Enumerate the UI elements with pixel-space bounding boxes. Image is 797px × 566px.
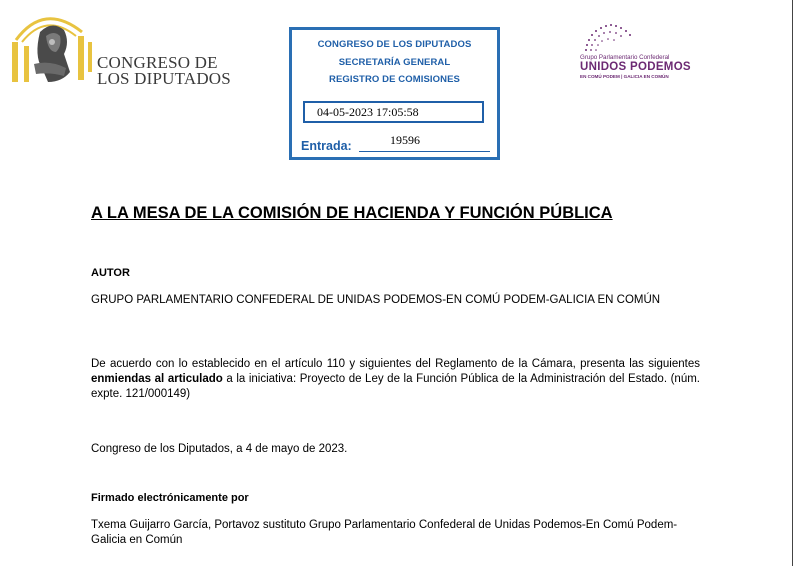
registration-stamp — [289, 27, 500, 160]
stamp-line-3: REGISTRO DE COMISIONES — [329, 74, 460, 85]
stamp-datetime: 04-05-2023 17:05:58 — [303, 101, 484, 123]
podemos-dotted-arc-icon — [580, 20, 640, 54]
paragraph-text-start: De acuerdo con lo establecido en el artículo 110 y siguientes del Reglamento de la Cámara, presenta las siguientes — [91, 358, 700, 370]
stamp-line-1: CONGRESO DE LOS DIPUTADOS — [317, 39, 472, 50]
podemos-logo — [578, 20, 698, 80]
stamp-entrada-label: Entrada: — [301, 139, 352, 153]
congreso-logo-line1: CONGRESO DE — [97, 53, 218, 72]
page-edge — [792, 0, 793, 566]
paragraph-text-bold: enmiendas al articulado — [91, 373, 223, 385]
document-title: A LA MESA DE LA COMISIÓN DE HACIENDA Y FUNCIÓN PÚBLICA — [91, 204, 613, 222]
autor-value: GRUPO PARLAMENTARIO CONFEDERAL DE UNIDAS PODEMOS-EN COMÚ PODEM-GALICIA EN COMÚN — [91, 294, 661, 306]
paragraph-text-end: a la iniciativa: Proyecto de Ley de la Función Pública de la Administración del Estado. (núm. expte. 121/000149) — [91, 373, 700, 400]
signed-by-label: Firmado electrónicamente por — [91, 492, 249, 504]
signatory: Txema Guijarro García, Portavoz sustituto Grupo Parlamentario Confederal de Unidas Podemos-En Comú Podem-Galicia en Común — [91, 519, 678, 546]
congreso-lion-emblem-icon — [4, 2, 99, 92]
stamp-entrada-underline — [359, 151, 490, 152]
congreso-logo-line2: LOS DIPUTADOS — [97, 69, 231, 88]
document-date: Congreso de los Diputados, a 4 de mayo de 2023. — [91, 443, 348, 455]
autor-label: AUTOR — [91, 267, 130, 279]
podemos-logo-line2: UNIDOS PODEMOS — [580, 61, 691, 73]
podemos-logo-line1: Grupo Parlamentario Confederal — [580, 54, 670, 61]
congreso-logo — [4, 2, 234, 92]
stamp-line-2: SECRETARÍA GENERAL — [338, 57, 451, 68]
podemos-logo-line3: EN COMÚ PODEM | GALICIA EN COMÚN — [580, 74, 669, 79]
presentation-paragraph — [91, 357, 700, 402]
stamp-entrada-number: 19596 — [390, 133, 420, 147]
